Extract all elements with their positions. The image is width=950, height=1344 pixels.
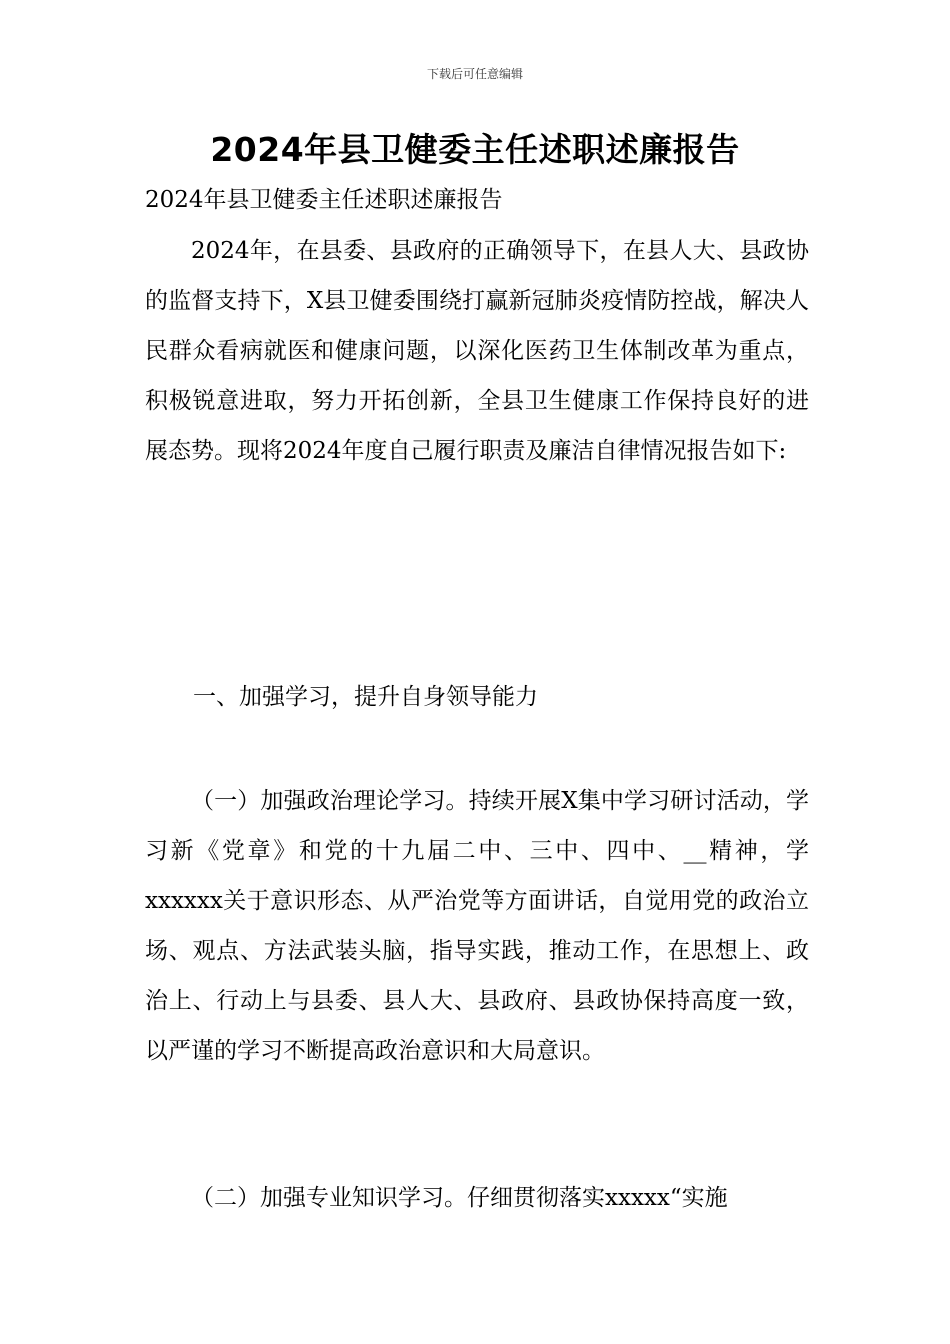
intro-paragraph: 2024年，在县委、县政府的正确领导下，在县人大、县政协的监督支持下，X县卫健委围绕打赢新冠肺炎疫情防控战，解决人民群众看病就医和健康问题，以深化医药卫生体制改革为重点，积极锐意进取，努力开拓创新，全县卫生健康工作保持良好的进展态势。现将2024年度自己履行职责及廉洁自律情况报告如下: [145, 238, 809, 464]
document-subtitle: 2024年县卫健委主任述职述廉报告 [145, 187, 503, 213]
page-header: 下载后可任意编辑 [426, 67, 523, 81]
paragraph-professional-study: （二）加强专业知识学习。仔细贯彻落实xxxxx“实施 [191, 1185, 728, 1211]
section-heading-1: 一、加强学习，提升自身领导能力 [193, 684, 538, 710]
document-title: 2024年县卫健委主任述职述廉报告 [210, 130, 740, 169]
paragraph-political-study: （一）加强政治理论学习。持续开展X集中学习研讨活动，学习新《党章》和党的十九届二中、三中、四中、__精神，学xxxxxx关于意识形态、从严治党等方面讲话，自觉用党的政治立场、观点、方法武装头脑，指导实践，推动工作，在思想上、政治上、行动上与县委、县人大、县政府、县政协保持高度一致，以严谨的学习不断提高政治意识和大局意识。 [145, 788, 809, 1064]
